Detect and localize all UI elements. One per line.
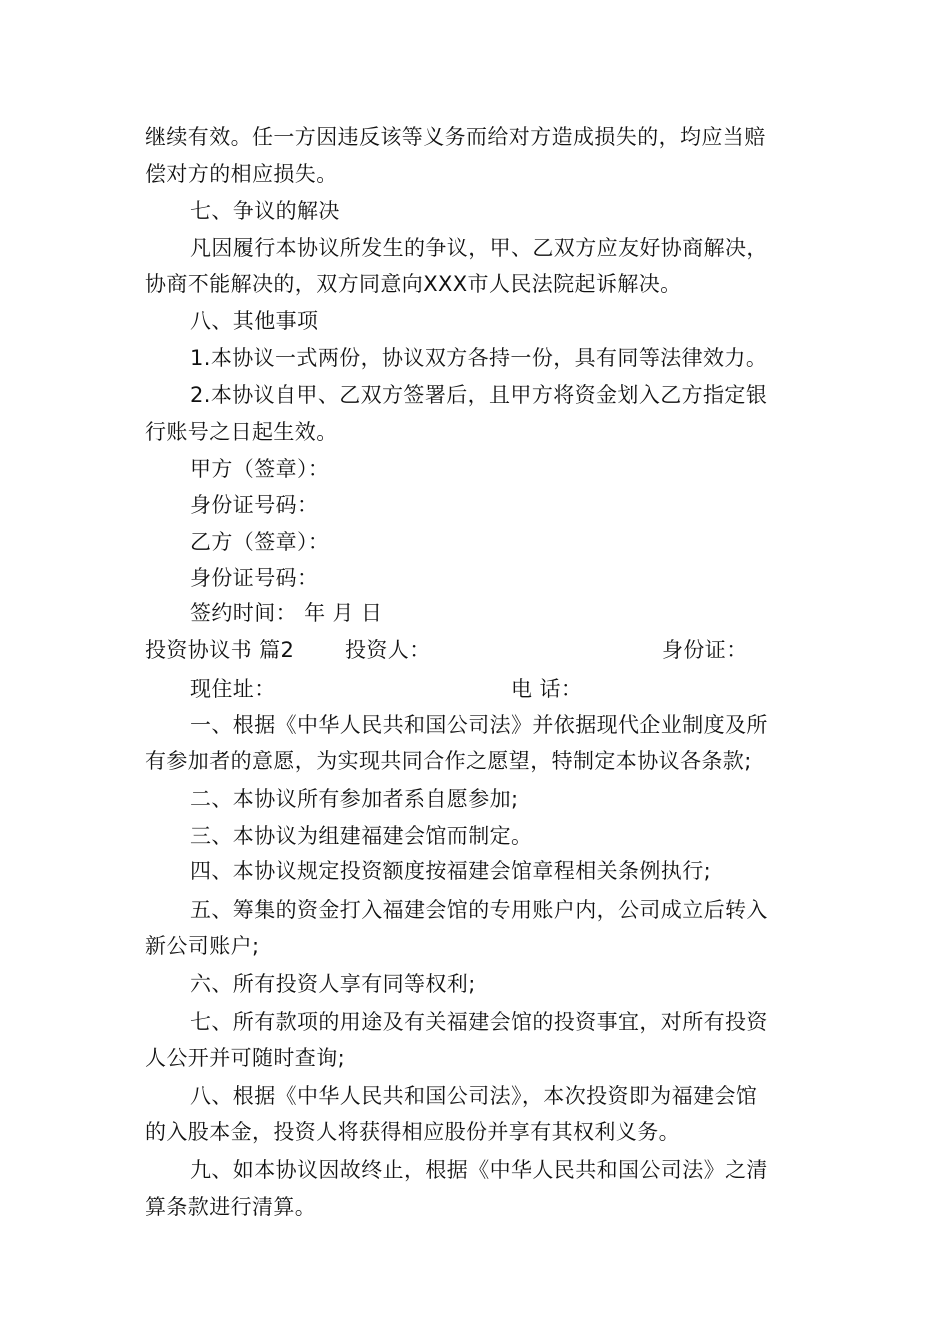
signature-line: 甲方（签章）：	[190, 457, 330, 481]
signature-line: 身份证号码：	[190, 566, 319, 590]
paragraph-line: 凡因履行本协议所发生的争议，甲、乙双方应友好协商解决，	[190, 236, 768, 260]
clause-line: 有参加者的意愿，为实现共同合作之愿望，特制定本协议各条款;	[145, 749, 752, 773]
clause-line: 二、本协议所有参加者系自愿参加;	[190, 787, 519, 811]
clause-line: 九、如本协议因故终止，根据《中华人民共和国公司法》之清	[190, 1158, 768, 1182]
clause-line: 五、筹集的资金打入福建会馆的专用账户内，公司成立后转入	[190, 898, 768, 922]
clause-line: 的入股本金，投资人将获得相应股份并享有其权利义务。	[145, 1120, 680, 1144]
clause-line: 四、本协议规定投资额度按福建会馆章程相关条例执行;	[190, 859, 712, 883]
paragraph-line: 1.本协议一式两份，协议双方各持一份，具有同等法律效力。	[190, 346, 768, 370]
phone-label: 电 话：	[511, 677, 583, 701]
clause-line: 算条款进行清算。	[145, 1195, 317, 1219]
paragraph-line: 偿对方的相应损失。	[145, 162, 338, 186]
clause-line: 新公司账户;	[145, 934, 260, 958]
signature-date-line: 签约时间： 年 月 日	[190, 601, 383, 625]
clause-line: 八、根据《中华人民共和国公司法》，本次投资即为福建会馆	[190, 1084, 758, 1108]
signature-line: 乙方（签章）：	[190, 530, 330, 554]
clause-line: 六、所有投资人享有同等权利;	[190, 972, 476, 996]
clause-line: 三、本协议为组建福建会馆而制定。	[190, 824, 533, 848]
address-label: 现住址：	[190, 677, 276, 701]
clause-line: 一、根据《中华人民共和国公司法》并依据现代企业制度及所	[190, 713, 768, 737]
clause-line: 七、所有款项的用途及有关福建会馆的投资事宜，对所有投资	[190, 1010, 768, 1034]
document-title: 投资协议书 篇2	[145, 638, 295, 662]
id-card-label: 身份证：	[662, 638, 748, 662]
paragraph-line: 继续有效。任一方因违反该等义务而给对方造成损失的，均应当赔	[145, 125, 766, 149]
clause-line: 人公开并可随时查询;	[145, 1046, 346, 1070]
investor-label: 投资人：	[345, 638, 431, 662]
signature-line: 身份证号码：	[190, 493, 319, 517]
paragraph-line: 2.本协议自甲、乙双方签署后，且甲方将资金划入乙方指定银	[190, 383, 768, 407]
section-heading: 七、争议的解决	[190, 199, 340, 223]
paragraph-line: 协商不能解决的，双方同意向XXX市人民法院起诉解决。	[145, 272, 682, 296]
paragraph-line: 行账号之日起生效。	[145, 420, 338, 444]
section-heading: 八、其他事项	[190, 309, 319, 333]
